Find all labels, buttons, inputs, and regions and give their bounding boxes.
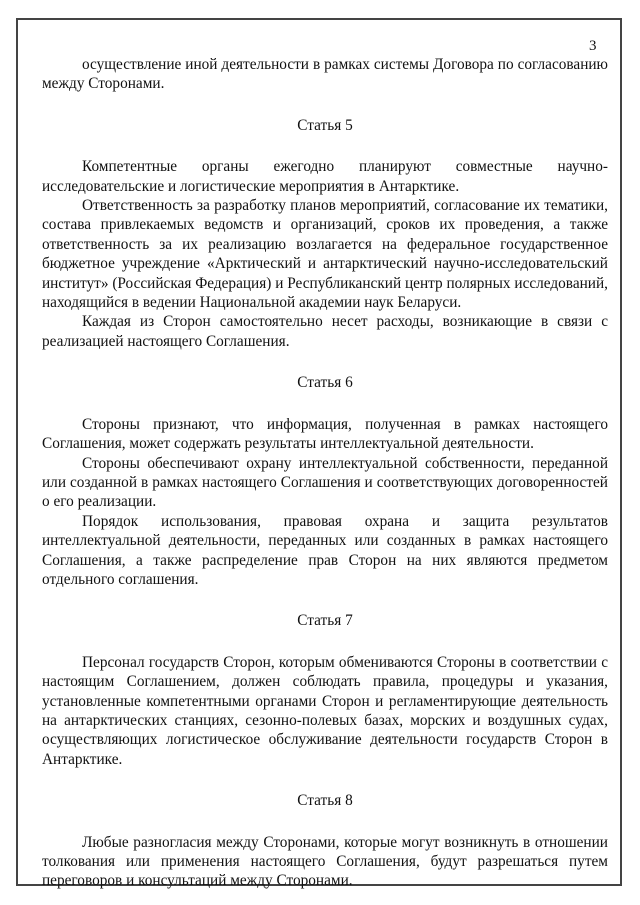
article-7-heading: Статья 7 — [297, 612, 353, 630]
article-6-heading: Статья 6 — [297, 374, 353, 392]
article-6-paragraph-3: Порядок использования, правовая охрана и защита результатов интеллектуальной деятельности, переданных или созданных в рамках настоящего Соглашения, а также распределение прав Сторон на них являются предметом отдельного соглашения. — [42, 512, 608, 588]
article-5-paragraph-3: Каждая из Сторон самостоятельно несет расходы, возникающие в связи с реализацией настоящего Соглашения. — [42, 313, 608, 350]
article-5-heading: Статья 5 — [297, 116, 353, 134]
article-6-paragraph-1: Стороны признают, что информация, полученная в рамках настоящего Соглашения, может содержать результаты интеллектуальной деятельности. — [42, 415, 608, 453]
article-7-paragraph-1: Персонал государств Сторон, которым обмениваются Стороны в соответствии с настоящим Соглашением, должен соблюдать правила, процедуры и указания, установленные компетентными органами Сторон и регламентирующие деятельность на антарктических станциях, сезонно-полевых базах, морских и воздушных судах, осуществляющих логистическое обслуживание деятельности государств Сторон в Антарктике. — [42, 653, 608, 768]
article-8-heading: Статья 8 — [297, 792, 353, 810]
article-8-paragraph-1: Любые разногласия между Сторонами, которые могут возникнуть в отношении толкования или применения настоящего Соглашения, будут разрешаться путем переговоров и консультаций между Сторонами. — [42, 833, 608, 890]
document-body — [42, 55, 608, 891]
intro-paragraph: осуществление иной деятельности в рамках системы Договора по согласованию между Сторонами. — [42, 56, 608, 93]
article-5-paragraph-1: Компетентные органы ежегодно планируют совместные научно-исследовательские и логистические мероприятия в Антарктике. — [42, 158, 608, 195]
article-6-paragraph-2: Стороны обеспечивают охрану интеллектуальной собственности, переданной или созданной в рамках настоящего Соглашения и соответствующих договоренностей о его реализации. — [42, 454, 608, 511]
page-number: 3 — [589, 38, 597, 54]
article-5-paragraph-2: Ответственность за разработку планов мероприятий, согласование их тематики, состава привлекаемых ведомств и организаций, сроков их проведения, а также ответственность за их реализацию возлагается на федеральное государственное бюджетное учреждение «Арктический и антарктический научно-исследовательский институт» (Российская Федерация) и Республиканский центр полярных исследований, находящийся в ведении Национальной академии наук Беларуси. — [42, 197, 608, 312]
